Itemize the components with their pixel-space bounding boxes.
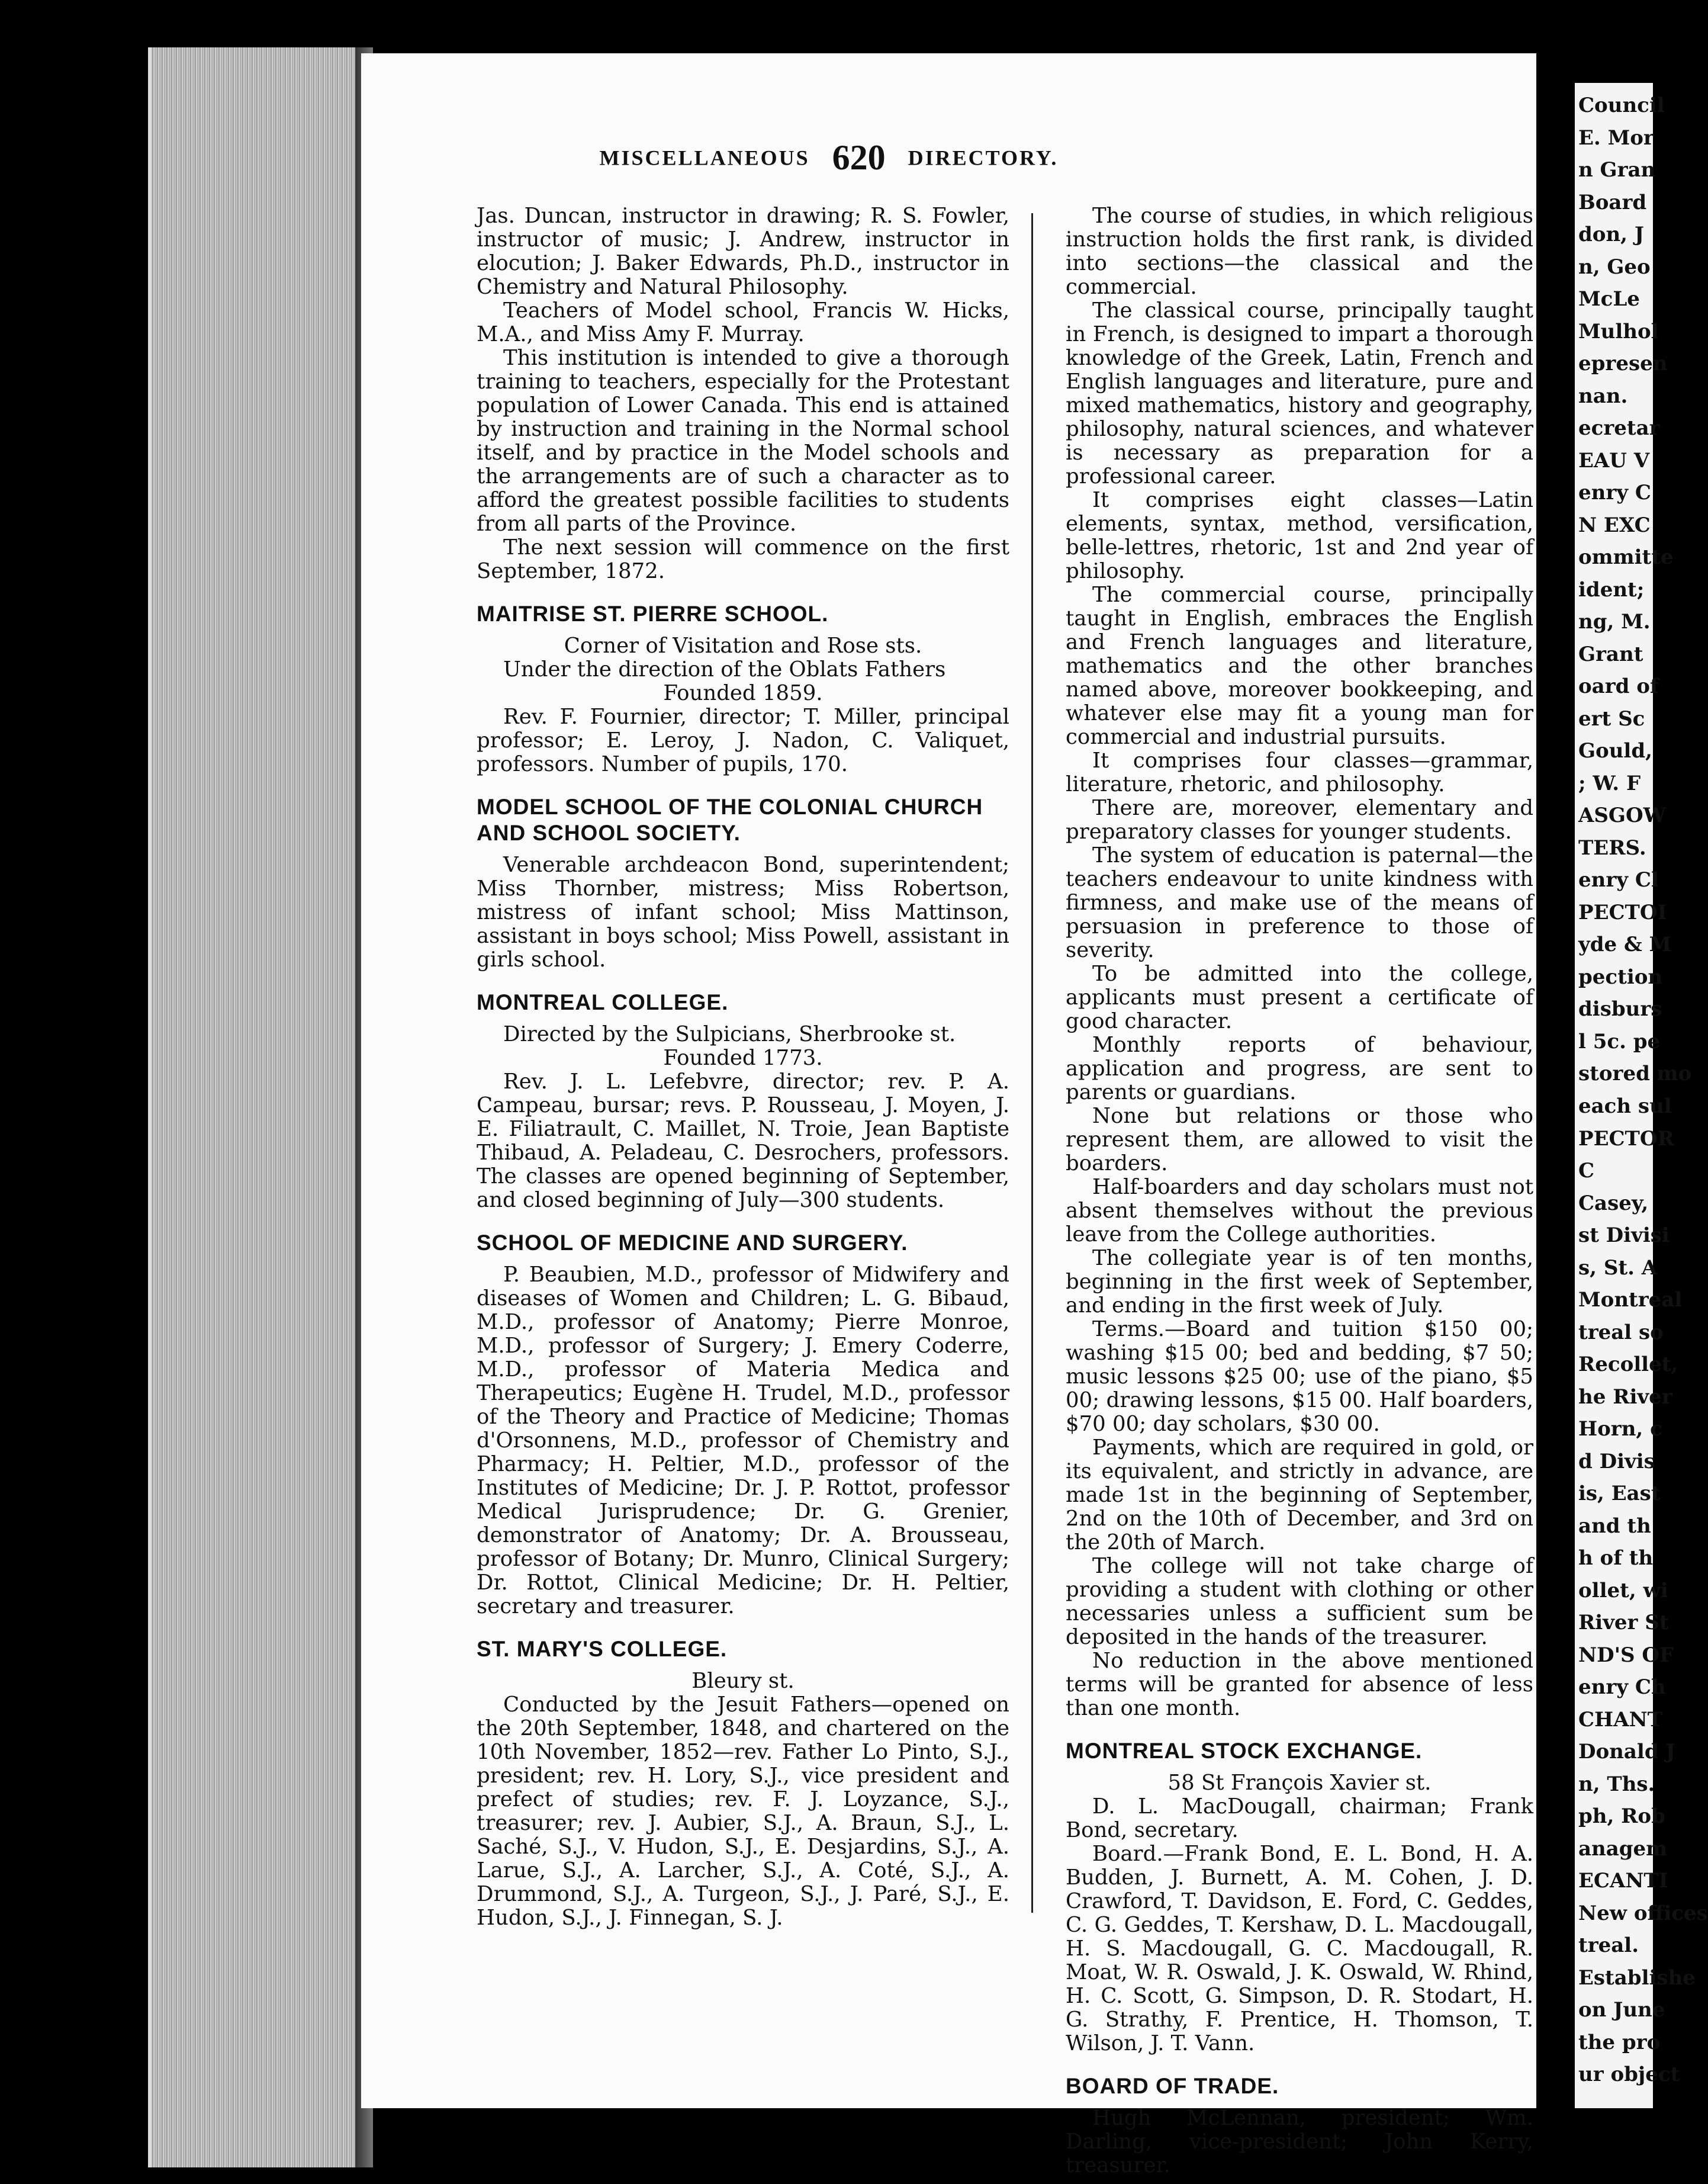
facing-page-text: nan. xyxy=(1578,384,1628,408)
paragraph: Conducted by the Jesuit Fathers—opened on the 20th September, 1848, and chartered on the 10th November, 1852—rev. Father Lo Pinto, S.J., president; rev. H. Lory, S.J., vice president and prefect of studies; rev. F. J. Loyzance, S.J., treasurer; rev. J. Aubier, S.J., A. Braun, S.J., L. Saché, S.J., V. Hudon, S.J., E. Desjardins, S.J., A. Larue, S.J., A. Larcher, S.J., A. Coté, S.J., A. Drummond, S.J., A. Turgeon, S.J., J. Paré, S.J., E. Hudon, S.J., J. Finnegan, S. J. xyxy=(477,1692,1009,1930)
paragraph: Payments, which are required in gold, or its equivalent, and strictly in advance, are made 1st in the beginning of September, 2nd on the 10th of December, and 3rd on the 20th of March. xyxy=(1066,1435,1533,1555)
facing-page-text: E. Mor xyxy=(1578,126,1654,150)
facing-page-text: Board xyxy=(1578,190,1647,214)
facing-page-text: Grant xyxy=(1578,642,1643,666)
facing-page-text: Establishe xyxy=(1578,1965,1696,1990)
paragraph: No reduction in the above mentioned terms will be granted for absence of less than one month. xyxy=(1066,1649,1533,1720)
paragraph: It comprises four classes—grammar, literature, rhetoric, and philosophy. xyxy=(1066,749,1533,796)
header-left-word: MISCELLANEOUS xyxy=(599,146,810,170)
header-right-word: DIRECTORY. xyxy=(908,146,1059,170)
facing-page-text: ng, M. xyxy=(1578,610,1651,634)
paragraph: Teachers of Model school, Francis W. Hicks, M.A., and Miss Amy F. Murray. xyxy=(477,298,1009,346)
facing-page-text: ; W. F xyxy=(1578,771,1641,795)
facing-page-text: n Gran xyxy=(1578,158,1656,182)
facing-page-text: ecretar xyxy=(1578,416,1660,441)
paragraph: Venerable archdeacon Bond, superintendent; Miss Thornber, mistress; Miss Robertson, mistress of infant school; Miss Mattinson, assistant in boys school; Miss Powell, assistant in girls school. xyxy=(477,853,1009,972)
right-column xyxy=(1066,204,1533,2177)
facing-page-text: yde & M xyxy=(1578,933,1672,957)
facing-page-text: Donald J xyxy=(1578,1740,1675,1764)
facing-page-text: CHANT xyxy=(1578,1707,1662,1732)
left-column xyxy=(477,204,1009,1930)
facing-page-text: Montreal xyxy=(1578,1288,1683,1312)
page-number: 620 xyxy=(832,138,886,177)
page-gutter xyxy=(1536,53,1575,2108)
facing-page-text: Mulhol xyxy=(1578,319,1659,343)
section-heading: ST. MARY'S COLLEGE. xyxy=(477,1637,728,1661)
facing-page-text: River St xyxy=(1578,1611,1669,1635)
facing-page-text: pection xyxy=(1578,965,1663,989)
facing-page-text: ASGOW xyxy=(1578,804,1666,828)
facing-page-text: Casey, xyxy=(1578,1191,1649,1215)
paragraph: P. Beaubien, M.D., professor of Midwifery and diseases of Women and Children; L. G. Bibaud, M.D., professor of Anatomy; Pierre Monroe, M.D., professor of Surgery; J. Emery Coderre, M.D., professor of Materia Medica and Therapeutics; Eugène H. Trudel, M.D., professor of the Theory and Practice of Medicine; Thomas d'Orsonnens, M.D., professor of Chemistry and Pharmacy; H. Peltier, M.D., professor of the Institutes of Medicine; Dr. J. P. Rottot, professor Medical Jurisprudence; Dr. G. Grenier, demonstrator of Anatomy; Dr. A. Brousseau, professor of Botany; Dr. Munro, Clinical Surgery; Dr. Rottot, Clinical Medicine; Dr. H. Peltier, secretary and treasurer. xyxy=(477,1263,1009,1618)
facing-page-text: EAU V xyxy=(1578,448,1650,473)
paragraph: The college will not take charge of providing a student with clothing or other necessaries unless a sufficient sum be deposited in the hands of the treasurer. xyxy=(1066,1554,1533,1649)
paragraph: Monthly reports of behaviour, application and progress, are sent to parents or guardians. xyxy=(1066,1033,1533,1104)
paragraph: Half-boarders and day scholars must not absent themselves without the previous leave from the College authorities. xyxy=(1066,1175,1533,1247)
facing-page-text: don, J xyxy=(1578,223,1644,247)
paragraph: D. L. MacDougall, chairman; Frank Bond, secretary. xyxy=(1066,1794,1533,1842)
paragraph: Jas. Duncan, instructor in drawing; R. S. Fowler, instructor of music; J. Andrew, instructor in elocution; J. Baker Edwards, Ph.D., instructor in Chemistry and Natural Philosophy. xyxy=(477,204,1009,299)
facing-page-text: Gould, xyxy=(1578,739,1652,763)
facing-page-text: s, St. A xyxy=(1578,1255,1658,1280)
paragraph: The collegiate year is of ten months, beginning in the first week of September, and ending in the first week of July. xyxy=(1066,1246,1533,1318)
paragraph: None but relations or those who represent them, are allowed to visit the boarders. xyxy=(1066,1104,1533,1175)
paragraph: The classical course, principally taught in French, is designed to impart a thorough knowledge of the Greek, Latin, French and English languages and literature, pure and mixed mathematics, history and geography, philosophy, natural sciences, and whatever is necessary as preparation for a professional career. xyxy=(1066,298,1533,489)
facing-page-text: ident; xyxy=(1578,577,1645,602)
facing-page-text: n, Geo xyxy=(1578,255,1651,279)
paragraph: To be admitted into the college, applicants must present a certificate of good character. xyxy=(1066,962,1533,1033)
paragraph: The next session will commence on the first September, 1872. xyxy=(477,535,1009,583)
facing-page-text: Recollet, xyxy=(1578,1353,1678,1377)
facing-page-text: on June xyxy=(1578,1998,1665,2022)
facing-page-text: the pro xyxy=(1578,2030,1661,2054)
facing-page-text: ollet, wi xyxy=(1578,1578,1668,1602)
facing-page-text: enry Cl xyxy=(1578,868,1659,892)
paragraph: Rev. F. Fournier, director; T. Miller, principal professor; E. Leroy, J. Nadon, C. Valiquet, professors. Number of pupils, 170. xyxy=(477,705,1009,776)
facing-page-text: epresen xyxy=(1578,352,1668,376)
paragraph: This institution is intended to give a thorough training to teachers, especially for the Protestant population of Lower Canada. This end is attained by instruction and training in the Normal school itself, and by practice in the Model schools and the arrangements are of such a character as to afford the greatest possible facilities to students from all parts of the Province. xyxy=(477,346,1009,536)
centered-line: Founded 1859. xyxy=(663,681,823,705)
paragraph: There are, moreover, elementary and preparatory classes for younger students. xyxy=(1066,796,1533,844)
book-page-edges xyxy=(148,47,365,2167)
facing-page-text: N EXC xyxy=(1578,513,1651,537)
column-rule xyxy=(1031,213,1033,1913)
paragraph: Board.—Frank Bond, E. L. Bond, H. A. Budden, J. Burnett, A. M. Cohen, J. D. Crawford, T. Davidson, E. Ford, C. Geddes, C. G. Geddes, T. Kershaw, D. L. Macdougall, H. S. Macdougall, G. C. Macdougall, R. Moat, W. R. Oswald, J. K. Oswald, W. Rhind, H. C. Scott, G. Simpson, D. R. Stodart, H. G. Strathy, F. Prentice, H. Thomson, T. Wilson, J. T. Vann. xyxy=(1066,1842,1533,2055)
facing-page-text: d Divis xyxy=(1578,1449,1655,1473)
centered-line: Bleury st. xyxy=(691,1669,795,1693)
centered-line: Founded 1773. xyxy=(663,1046,823,1070)
facing-page-text: h of th xyxy=(1578,1546,1654,1570)
facing-page-text: st Divisi xyxy=(1578,1223,1670,1248)
paragraph: The course of studies, in which religious instruction holds the first rank, is divided into sections—the classical and the commercial. xyxy=(1066,204,1533,299)
facing-page-text: Horn, c xyxy=(1578,1417,1662,1441)
section-heading: MODEL SCHOOL OF THE COLONIAL CHURCH AND SCHOOL SOCIETY. xyxy=(477,795,983,845)
section-heading: MAITRISE ST. PIERRE SCHOOL. xyxy=(477,602,829,626)
section-heading: SCHOOL OF MEDICINE AND SURGERY. xyxy=(477,1231,908,1255)
facing-page-text: ert Sc xyxy=(1578,706,1645,731)
facing-page-text: ommitte xyxy=(1578,545,1674,570)
facing-page-text: l 5c. pe xyxy=(1578,1029,1661,1054)
facing-page-text: each sul xyxy=(1578,1094,1672,1118)
paragraph: Terms.—Board and tuition $150 00; washing $15 00; bed and bedding, $7 50; music lessons $25 00; use of the piano, $5 00; drawing lessons, $15 00. Half boarders, $70 00; day scholars, $30 00. xyxy=(1066,1317,1533,1436)
facing-page-text: ur object xyxy=(1578,2063,1680,2087)
facing-page-text: disburs xyxy=(1578,997,1662,1022)
paragraph: Under the direction of the Oblats Fathers xyxy=(503,657,946,682)
facing-page-text: PECTOI xyxy=(1578,900,1667,924)
facing-page-text: TERS. xyxy=(1578,836,1646,860)
paragraph: It comprises eight classes—Latin elements, syntax, method, versification, belle-lettres, rhetoric, 1st and 2nd year of philosophy. xyxy=(1066,488,1533,583)
facing-page-text: n, Ths. xyxy=(1578,1772,1655,1796)
paragraph: Hugh McLennan, president; Wm. Darling, vice-president; John Kerry, treasurer. xyxy=(1066,2106,1533,2177)
facing-page-text: and th xyxy=(1578,1514,1651,1538)
facing-page-text: New offices xyxy=(1578,1901,1708,1925)
section-heading: MONTREAL STOCK EXCHANGE. xyxy=(1066,1739,1423,1763)
facing-page-text: McLe xyxy=(1578,287,1640,311)
facing-page-text: anagem xyxy=(1578,1836,1668,1861)
facing-page-text: C xyxy=(1578,1159,1595,1183)
paragraph: The system of education is paternal—the teachers endeavour to unite kindness with firmness, and make use of the means of persuasion in preference to those of severity. xyxy=(1066,843,1533,962)
facing-page-text: enry Ch xyxy=(1578,1675,1666,1700)
centered-line: Corner of Visitation and Rose sts. xyxy=(564,634,922,658)
paragraph: Directed by the Sulpicians, Sherbrooke st. xyxy=(503,1022,956,1046)
paragraph: Rev. J. L. Lefebvre, director; rev. P. A. Campeau, bursar; revs. P. Rousseau, J. Moyen, J. E. Filiatrault, C. Maillet, N. Troie, Jean Baptiste Thibaud, A. Peladeau, C. Desrochers, professors. The classes are opened beginning of September, and closed beginning of July—300 students. xyxy=(477,1069,1009,1212)
facing-page-text: he River xyxy=(1578,1385,1672,1409)
facing-page-text: ph, Rob xyxy=(1578,1804,1665,1829)
centered-line: 58 St François Xavier st. xyxy=(1167,1771,1432,1795)
section-heading: MONTREAL COLLEGE. xyxy=(477,990,729,1014)
facing-page-text: treal. xyxy=(1578,1934,1639,1958)
facing-page-text: PECTOR xyxy=(1578,1126,1674,1151)
section-heading: BOARD OF TRADE. xyxy=(1066,2074,1279,2098)
running-header xyxy=(385,137,1273,178)
facing-page-text: stored mo xyxy=(1578,1062,1692,1086)
facing-page-text: enry C xyxy=(1578,481,1651,505)
facing-page-text: treal so xyxy=(1578,1320,1664,1344)
facing-page-fragment xyxy=(1575,83,1708,2108)
facing-page-text: ND'S OF xyxy=(1578,1643,1674,1667)
facing-page-text: ECANTI xyxy=(1578,1869,1668,1893)
facing-page-text: Council xyxy=(1578,94,1665,117)
facing-page-text: oard of xyxy=(1578,675,1659,699)
paragraph: The commercial course, principally taught in English, embraces the English and French languages and literature, mathematics and the other branches named above, moreover bookkeeping, and whatever else may fit a young man for commercial and industrial pursuits. xyxy=(1066,583,1533,749)
facing-page-text: is, East xyxy=(1578,1482,1661,1506)
